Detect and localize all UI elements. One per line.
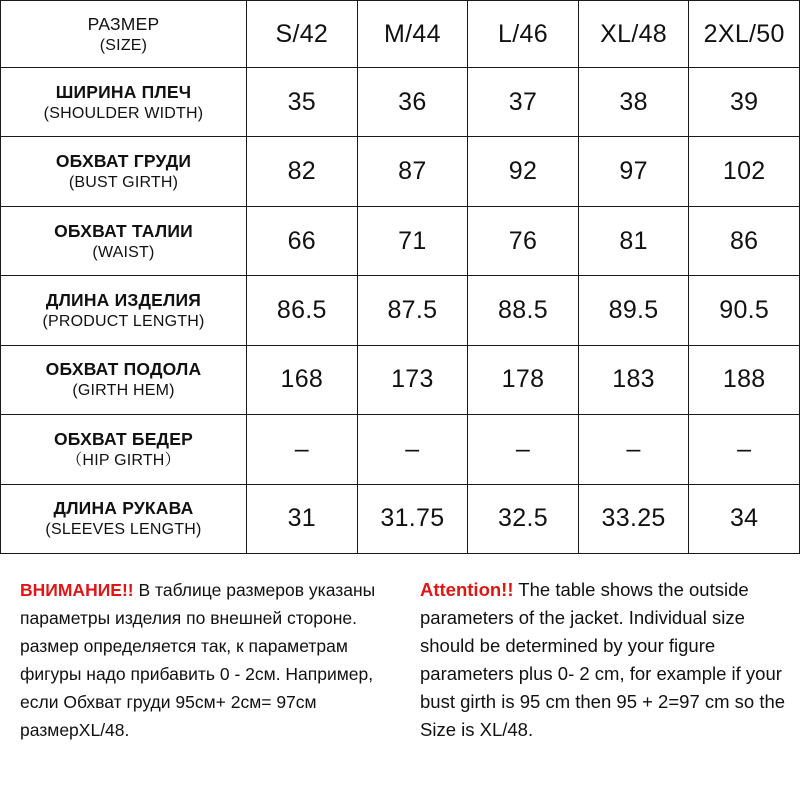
table-cell: 38 xyxy=(578,68,689,137)
row-label-cell xyxy=(1,276,247,345)
size-header-m: M/44 xyxy=(357,1,468,68)
table-cell: 183 xyxy=(578,345,689,414)
row-label-cell xyxy=(1,345,247,414)
row-label-ru: ДЛИНА РУКАВА xyxy=(53,498,194,519)
table-cell: 37 xyxy=(468,68,579,137)
table-cell: – xyxy=(689,415,800,484)
table-cell: 39 xyxy=(689,68,800,137)
attention-note-ru xyxy=(20,576,390,744)
size-header-2xl: 2XL/50 xyxy=(689,1,800,68)
row-label-en: (GIRTH HEM) xyxy=(72,382,175,400)
row-label-cell xyxy=(1,415,247,484)
row-label-en: (PRODUCT LENGTH) xyxy=(42,312,205,330)
row-label-ru: ОБХВАТ ТАЛИИ xyxy=(54,220,193,241)
table-row-shoulder-width xyxy=(1,68,800,137)
table-cell: 97 xyxy=(578,137,689,206)
row-label-ru: ОБХВАТ ГРУДИ xyxy=(55,151,192,172)
size-header-l: L/46 xyxy=(468,1,579,68)
table-cell: 66 xyxy=(247,206,358,275)
table-row-waist xyxy=(1,206,800,275)
attention-text-en: The table shows the outside parameters of the jacket. Individual size should be determined by your figure parameters plus 0- 2 cm, for example if your bust girth is 95 cm then 95 + 2=97 cm so the Size is XL/48. xyxy=(420,579,786,740)
table-cell: – xyxy=(468,415,579,484)
table-row-sleeves-length xyxy=(1,484,800,553)
row-label-en: （HIP GIRTH） xyxy=(66,451,181,469)
table-cell: 81 xyxy=(578,206,689,275)
table-cell: – xyxy=(247,415,358,484)
row-label-ru: ОБХВАТ ПОДОЛА xyxy=(45,359,202,380)
table-cell: 102 xyxy=(689,137,800,206)
size-header-s: S/42 xyxy=(247,1,358,68)
row-label-en: (SLEEVES LENGTH) xyxy=(45,521,202,539)
table-cell: 87.5 xyxy=(357,276,468,345)
table-cell: 34 xyxy=(689,484,800,553)
table-header-row xyxy=(1,1,800,68)
row-label-ru: ОБХВАТ БЕДЕР xyxy=(54,428,193,449)
table-row-hip-girth xyxy=(1,415,800,484)
table-cell: – xyxy=(578,415,689,484)
table-cell: 90.5 xyxy=(689,276,800,345)
attention-label-en: Attention!! xyxy=(420,579,514,600)
row-label-cell xyxy=(1,484,247,553)
table-row-girth-hem xyxy=(1,345,800,414)
table-cell: 32.5 xyxy=(468,484,579,553)
table-cell: 31 xyxy=(247,484,358,553)
row-label-en: (WAIST) xyxy=(92,243,155,261)
row-label-cell xyxy=(1,68,247,137)
attention-note-en xyxy=(420,576,790,744)
table-cell: 188 xyxy=(689,345,800,414)
table-cell: 82 xyxy=(247,137,358,206)
table-cell: 89.5 xyxy=(578,276,689,345)
table-row-product-length xyxy=(1,276,800,345)
table-cell: 33.25 xyxy=(578,484,689,553)
header-label-en: (SIZE) xyxy=(99,36,148,54)
table-cell: 87 xyxy=(357,137,468,206)
table-cell: 168 xyxy=(247,345,358,414)
size-header-xl: XL/48 xyxy=(578,1,689,68)
table-cell: – xyxy=(357,415,468,484)
header-label-ru: РАЗМЕР xyxy=(87,13,160,34)
row-label-en: (BUST GIRTH) xyxy=(68,174,179,192)
table-cell: 86 xyxy=(689,206,800,275)
table-row-bust-girth xyxy=(1,137,800,206)
attention-text-ru: В таблице размеров указаны параметры изделия по внешней стороне. размер определяется так, к параметрам фигуры надо прибавить 0 - 2см. Например, если Обхват груди 95см+ 2см= 97см размерXL/48. xyxy=(20,580,376,740)
table-cell: 31.75 xyxy=(357,484,468,553)
table-cell: 92 xyxy=(468,137,579,206)
row-label-en: (SHOULDER WIDTH) xyxy=(43,104,204,122)
table-cell: 35 xyxy=(247,68,358,137)
table-cell: 88.5 xyxy=(468,276,579,345)
row-label-ru: ДЛИНА ИЗДЕЛИЯ xyxy=(45,289,202,310)
notes-section xyxy=(0,568,800,800)
header-label-cell xyxy=(1,1,247,68)
table-cell: 178 xyxy=(468,345,579,414)
table-cell: 71 xyxy=(357,206,468,275)
row-label-cell xyxy=(1,206,247,275)
table-cell: 173 xyxy=(357,345,468,414)
row-label-ru: ШИРИНА ПЛЕЧ xyxy=(55,81,192,102)
table-cell: 36 xyxy=(357,68,468,137)
table-cell: 86.5 xyxy=(247,276,358,345)
table-cell: 76 xyxy=(468,206,579,275)
attention-label-ru: ВНИМАНИЕ!! xyxy=(20,580,134,600)
row-label-cell xyxy=(1,137,247,206)
